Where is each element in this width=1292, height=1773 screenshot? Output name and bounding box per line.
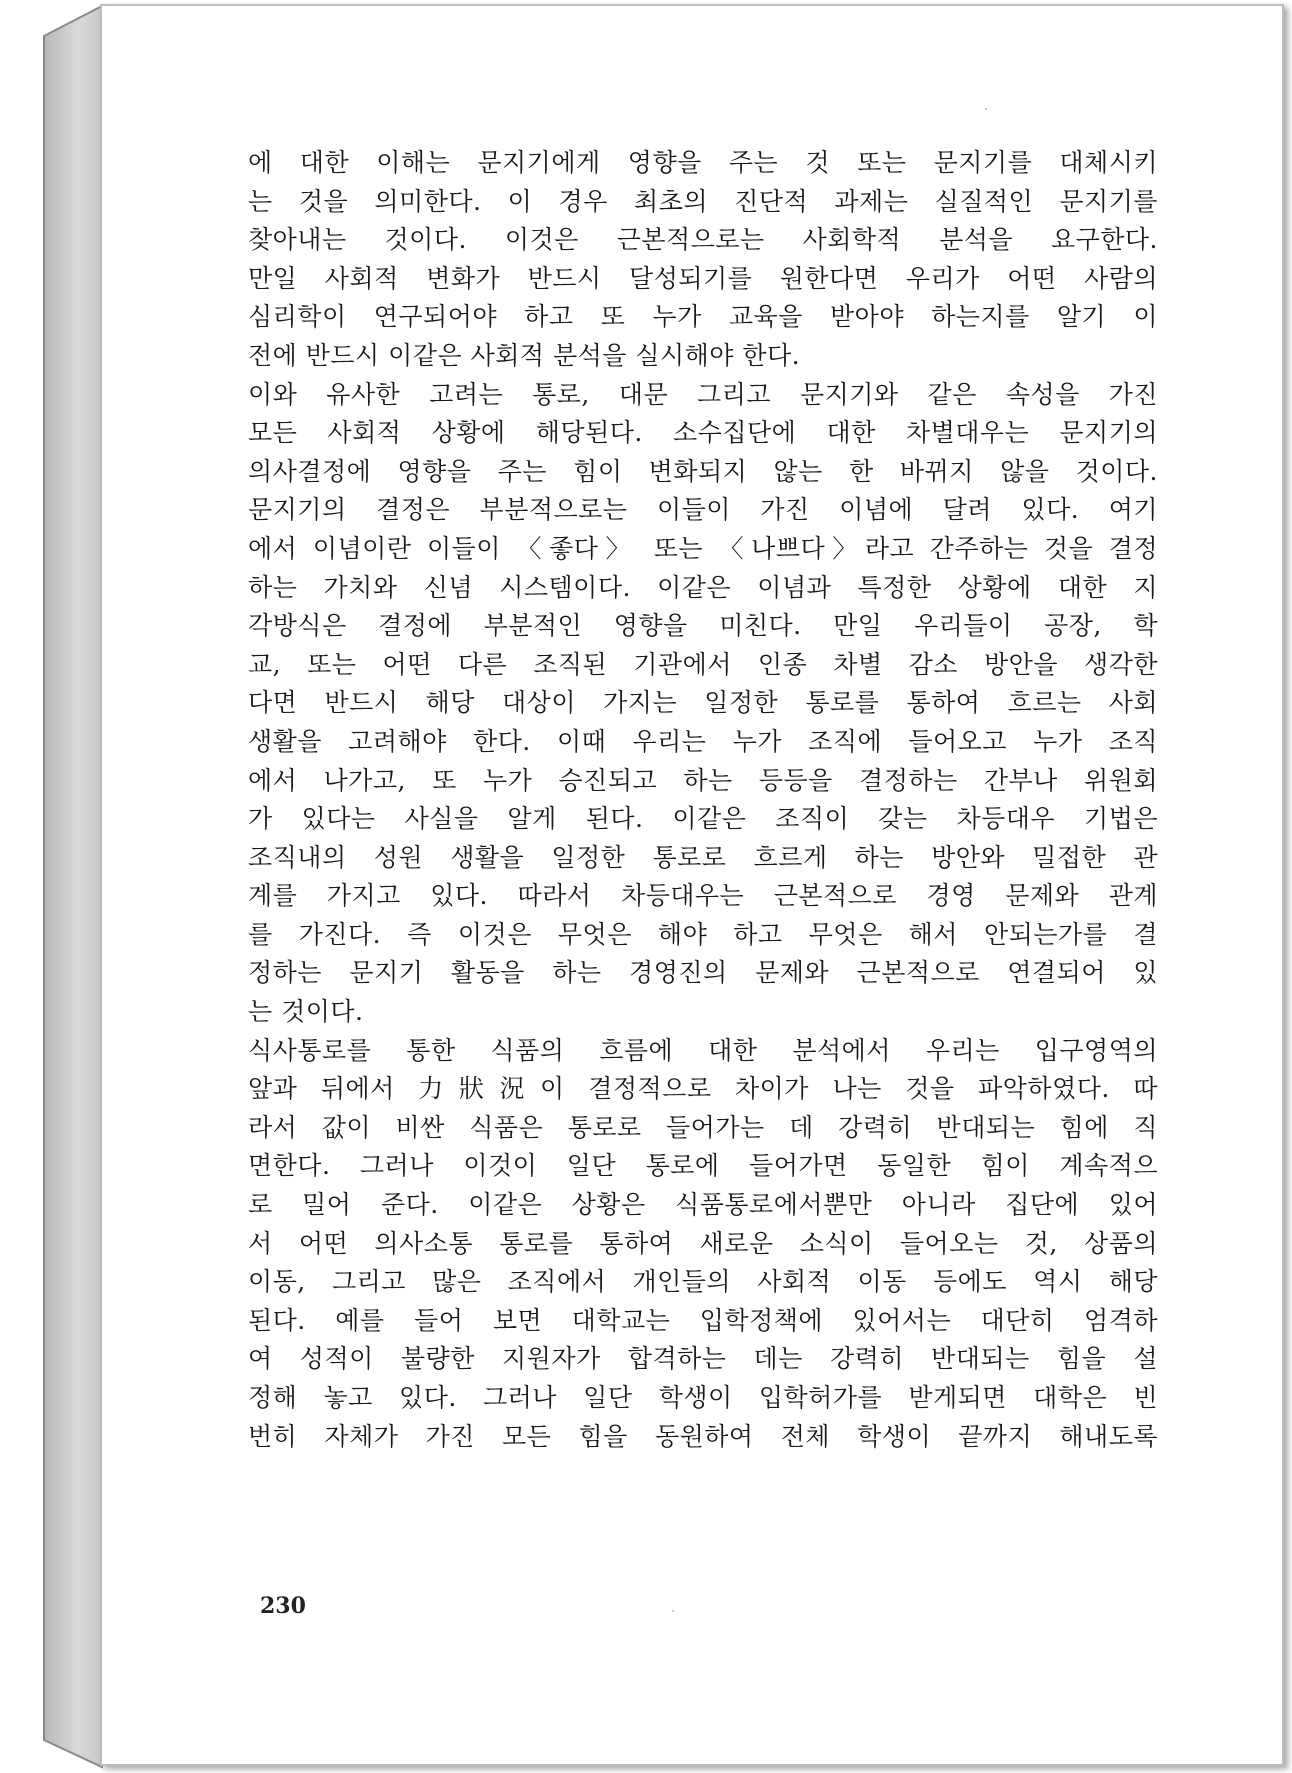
text-line: 전에 반드시 이같은 사회적 분석을 실시해야 한다. <box>248 340 801 370</box>
text-line: 는 것이다. <box>248 997 364 1027</box>
text-line: 번히 자체가 가진 모든 힘을 동원하여 전체 학생이 끝까지 해내도록 <box>248 1421 1158 1451</box>
text-line: 조직내의 성원 생활을 일정한 통로로 흐르게 하는 방안와 밀접한 관 <box>248 842 1158 872</box>
text-line: 는 것을 의미한다. 이 경우 최초의 진단적 과제는 실질적인 문지기를 <box>248 186 1158 216</box>
text-line: 정하는 문지기 활동을 하는 경영진의 문제와 근본적으로 연결되어 있 <box>248 958 1158 988</box>
text-line: 에서 이념이란 이들이 〈좋다〉 또는 〈나쁘다〉라고 간주하는 것을 결정 <box>248 533 1158 563</box>
text-line: 계를 가지고 있다. 따라서 차등대우는 근본적으로 경영 문제와 관계 <box>248 881 1158 911</box>
text-line: 심리학이 연구되어야 하고 또 누가 교육을 받아야 하는지를 알기 이 <box>248 302 1158 332</box>
text-line: 각방식은 결정에 부분적인 영향을 미친다. 만일 우리들이 공장, 학 <box>248 611 1158 641</box>
text-line: 에 대한 이해는 문지기에게 영향을 주는 것 또는 문지기를 대체시키 <box>248 148 1158 177</box>
text-line: 된다. 예를 들어 보면 대학교는 입학정책에 있어서는 대단히 엄격하 <box>248 1305 1158 1335</box>
text-line: 에서 나가고, 또 누가 승진되고 하는 등등을 결정하는 간부나 위원회 <box>248 765 1158 795</box>
text-line: 여 성적이 불량한 지원자가 합격하는 데는 강력히 반대되는 힘을 설 <box>248 1344 1158 1374</box>
text-line: 문지기의 결정은 부분적으로는 이들이 가진 이념에 달려 있다. 여기 <box>248 495 1158 525</box>
text-line: 를 가진다. 즉 이것은 무엇은 해야 하고 무엇은 해서 안되는가를 결 <box>248 919 1158 949</box>
text-line: 생활을 고려해야 한다. 이때 우리는 누가 조직에 들어오고 누가 조직 <box>248 726 1158 756</box>
text-line: 정해 놓고 있다. 그러나 일단 학생이 입학허가를 받게되면 대학은 빈 <box>248 1383 1158 1412</box>
book-spine <box>0 0 110 1773</box>
paper-speck <box>985 108 987 110</box>
text-line: 라서 값이 비싼 식품은 통로로 들어가는 데 강력히 반대되는 힘에 직 <box>248 1112 1158 1142</box>
text-line: 하는 가치와 신념 시스템이다. 이같은 이념과 특정한 상황에 대한 지 <box>248 572 1158 602</box>
text-line: 앞과 뒤에서 力狀況이 결정적으로 차이가 나는 것을 파악하였다. 따 <box>248 1074 1158 1104</box>
text-line: 면한다. 그러나 이것이 일단 통로에 들어가면 동일한 힘이 계속적으 <box>248 1151 1158 1181</box>
text-line: 로 밀어 준다. 이같은 상황은 식품통로에서뿐만 아니라 집단에 있어 <box>248 1190 1158 1220</box>
text-line: 이와 유사한 고려는 통로, 대문 그리고 문지기와 같은 속성을 가진 <box>248 379 1158 409</box>
text-line: 다면 반드시 해당 대상이 가지는 일정한 통로를 통하여 흐르는 사회 <box>248 688 1158 718</box>
text-line: 가 있다는 사실을 알게 된다. 이같은 조직이 갖는 차등대우 기법은 <box>248 804 1158 834</box>
paper-speck <box>672 1610 674 1612</box>
text-line: 서 어떤 의사소통 통로를 통하여 새로운 소식이 들어오는 것, 상품의 <box>248 1228 1158 1258</box>
text-line: 만일 사회적 변화가 반드시 달성되기를 원한다면 우리가 어떤 사람의 <box>248 263 1158 293</box>
text-line: 교, 또는 어떤 다른 조직된 기관에서 인종 차별 감소 방안을 생각한 <box>248 649 1158 679</box>
text-line: 모든 사회적 상황에 해당된다. 소수집단에 대한 차별대우는 문지기의 <box>248 418 1158 448</box>
text-line: 이동, 그리고 많은 조직에서 개인들의 사회적 이동 등에도 역시 해당 <box>248 1267 1158 1297</box>
page-number: 230 <box>260 1593 306 1619</box>
text-line: 식사통로를 통한 식품의 흐름에 대한 분석에서 우리는 입구영역의 <box>248 1035 1158 1065</box>
body-text <box>248 144 1158 1456</box>
text-line: 의사결정에 영향을 주는 힘이 변화되지 않는 한 바뀌지 않을 것이다. <box>248 456 1158 486</box>
text-line: 찾아내는 것이다. 이것은 근본적으로는 사회학적 분석을 요구한다. <box>248 225 1158 255</box>
